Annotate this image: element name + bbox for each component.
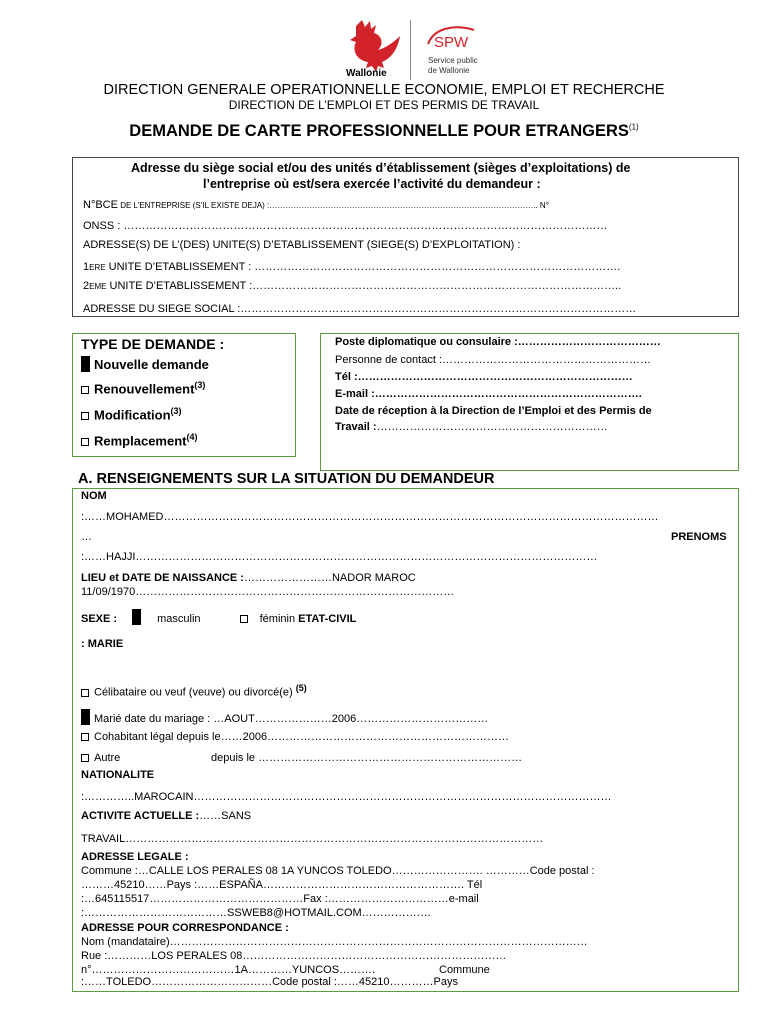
bce-field[interactable] [83,199,549,211]
autre-option[interactable] [81,752,120,764]
section-a-heading: A. RENSEIGNEMENTS SUR LA SITUATION DU DEMANDEUR [78,471,495,487]
correspondance-label: ADRESSE POUR CORRESPONDANCE : [81,922,289,934]
adresse-legale-commune[interactable]: Commune :…CALLE LOS PERALES 08 1A YUNCOS TOLEDO……………………. …………Code postal : [81,865,595,877]
option-renouvellement[interactable] [81,380,205,396]
spw-subtitle-2: de Wallonie [428,66,470,75]
type-demande-box [72,333,296,457]
page-title [0,122,768,141]
date-naissance-field[interactable]: 11/09/1970…………………………………………………………………………… [81,586,455,598]
spw-logo-text: SPW [434,34,469,51]
siege-field[interactable]: ADRESSE DU SIEGE SOCIAL :……………………………………………………………………………………………… [83,303,637,315]
prenoms-label: PRENOMS [671,531,727,543]
spw-subtitle-1: Service public [428,56,478,65]
correspondance-rue[interactable]: Rue :…………LOS PERALES 08……………………………………………………………… [81,950,507,962]
tel-field[interactable]: Tél :………………………………………………………………… [335,371,633,383]
adresse-legale-email[interactable]: :…………………………………SSWEB8@HOTMAIL.COM………………. [81,907,431,919]
nom-field[interactable]: :……MOHAMED……………………………………………………………………………………………………………………… [81,511,659,523]
wallonie-logo [338,18,408,82]
opt4-note: (4) [186,432,198,442]
address-heading-1: Adresse du siège social et/ou des unités d’établissement (sièges d’exploitations) de [131,161,631,175]
opt1-label: Nouvelle demande [94,357,209,372]
sexe-row [81,609,356,625]
lieu-value: ……………………NADOR MAROC [243,572,416,584]
page-title-text: DEMANDE DE CARTE PROFESSIONNELLE POUR ETRANGERS [129,122,629,140]
unit1-label: UNITE D’ETABLISSEMENT : ………………………………………………………………………………………. [105,261,621,273]
email-field[interactable]: E-mail :………………………………………………………………. [335,388,642,400]
lieu-naissance-field[interactable] [81,572,416,584]
adresses-label: ADRESSE(S) DE L’(DES) UNITE(S) D’ETABLISSEMENT (SIEGE(S) D’EXPLOITATION) : [83,239,521,251]
date-reception-label: Date de réception à la Direction de l’Emploi et des Permis de [335,405,652,417]
masculin-label: masculin [157,613,201,625]
etat-civil-label: ETAT-CIVIL [298,613,357,625]
feminin-checkbox-icon[interactable] [240,615,248,623]
title-note: (1) [628,122,639,132]
option-nouvelle-demande[interactable] [81,356,209,372]
onss-field[interactable]: ONSS : …………………………………………………………………………………………………………………… [83,220,608,232]
travail-dots: ……………………………………………………… [376,421,608,433]
address-box [72,157,739,317]
nom-continuation: … [81,531,92,543]
nom-label: NOM [81,490,107,502]
bce-rest: DE L’ENTREPRISE (S’IL EXISTE DEJA) :……………………………………………………………………………………….. N° [117,201,549,210]
activite-label: ACTIVITE ACTUELLE : [81,810,200,822]
date-reception-field[interactable] [335,421,608,433]
bce-label: N°BCE [83,199,118,211]
logo-divider [410,20,411,80]
checkbox-icon[interactable] [81,412,89,420]
unit2-label: UNITE D’ETABLISSEMENT :……………………………………………………………………………………….. [106,280,622,292]
travail-field[interactable]: TRAVAIL…………………………………………………………………………………………………… [81,833,544,845]
correspondance-numero[interactable]: n°…………………………………1A…………YUNCOS………. [81,964,376,976]
spw-logo [424,22,494,80]
direction-generale: DIRECTION GENERALE OPERATIONNELLE ECONOMIE, EMPLOI ET RECHERCHE [103,82,665,98]
etat-civil-text: : MARIE [81,638,124,650]
marie-label: Marié date du mariage : …AOUT…………………2006……………………………… [94,713,489,725]
sexe-label: SEXE : [81,613,118,625]
checkbox-checked-icon[interactable] [81,356,90,372]
direction-sub: DIRECTION DE L’EMPLOI ET DES PERMIS DE TRAVAIL [228,98,540,112]
prenoms-field[interactable]: :……HAJJI……………………………………………………………………………………………………………… [81,551,598,563]
address-heading-2: l’entreprise où est/sera exercée l’activité du demandeur : [203,177,541,191]
cohabitant-option[interactable] [81,731,509,743]
correspondance-commune-label: Commune [439,964,490,976]
poste-diplomatique-field[interactable]: Poste diplomatique ou consulaire :………………………………… [335,336,661,348]
unit1-sup: ERE [89,263,106,272]
celibataire-option[interactable] [81,683,307,699]
poste-box [320,333,739,471]
checkbox-icon[interactable] [81,754,89,762]
autre-depuis-field[interactable]: depuis le ……………………………………………………………… [211,752,523,764]
type-demande-heading: TYPE DE DEMANDE : [81,336,225,352]
section-a-box [72,488,739,992]
nationalite-label: NATIONALITE [81,769,155,781]
unit2-field[interactable] [83,280,621,292]
masculin-checkbox-checked-icon[interactable] [132,609,141,625]
celib-note: (5) [295,683,307,693]
personne-contact-field[interactable]: Personne de contact :………………………………………………… [335,354,652,366]
opt2-note: (3) [194,380,206,390]
checkbox-checked-icon[interactable] [81,709,90,725]
correspondance-commune[interactable]: :……TOLEDO……………………………Code postal :……45210…………Pays [81,976,458,988]
nationalite-field[interactable]: :…………..MAROCAIN…………………………………………………………………………………………………… [81,791,612,803]
checkbox-icon[interactable] [81,438,89,446]
unit2-sup: EME [89,282,107,291]
activite-field[interactable] [81,810,251,822]
feminin-label: féminin [259,613,296,625]
adresse-legale-tel[interactable]: :…645115517……………………………………Fax :……………………………e-mail [81,893,479,905]
unit1-num: 1 [83,261,90,273]
wallonie-logo-text: Wallonie [346,68,387,79]
option-modification[interactable] [81,406,182,422]
adresse-legale-label: ADRESSE LEGALE : [81,851,189,863]
celib-label: Célibataire ou veuf (veuve) ou divorcé(e) [94,686,293,699]
cohab-label: Cohabitant légal depuis le……2006………………………………………………………… [94,731,510,743]
unit1-field[interactable] [83,261,620,273]
checkbox-icon[interactable] [81,733,89,741]
lieu-label: LIEU et DATE DE NAISSANCE : [81,572,244,584]
opt4-label: Remplacement [94,433,187,449]
opt2-label: Renouvellement [94,381,195,397]
activite-value: ……SANS [199,810,252,822]
unit2-num: 2 [83,280,90,292]
etat-civil-value [81,638,123,650]
opt3-label: Modification [94,407,171,423]
travail-label: Travail : [335,421,377,433]
checkbox-icon[interactable] [81,689,89,697]
checkbox-icon[interactable] [81,386,89,394]
opt3-note: (3) [170,406,182,416]
adresse-legale-pays[interactable]: ………45210……Pays :……ESPAÑA………………………………………………. Tél [81,879,483,891]
autre-label: Autre [94,752,121,764]
option-remplacement[interactable] [81,432,197,448]
correspondance-nom[interactable]: Nom (mandataire)…………………………………………………………………………………………………… [81,936,588,948]
marie-option[interactable] [81,709,488,725]
